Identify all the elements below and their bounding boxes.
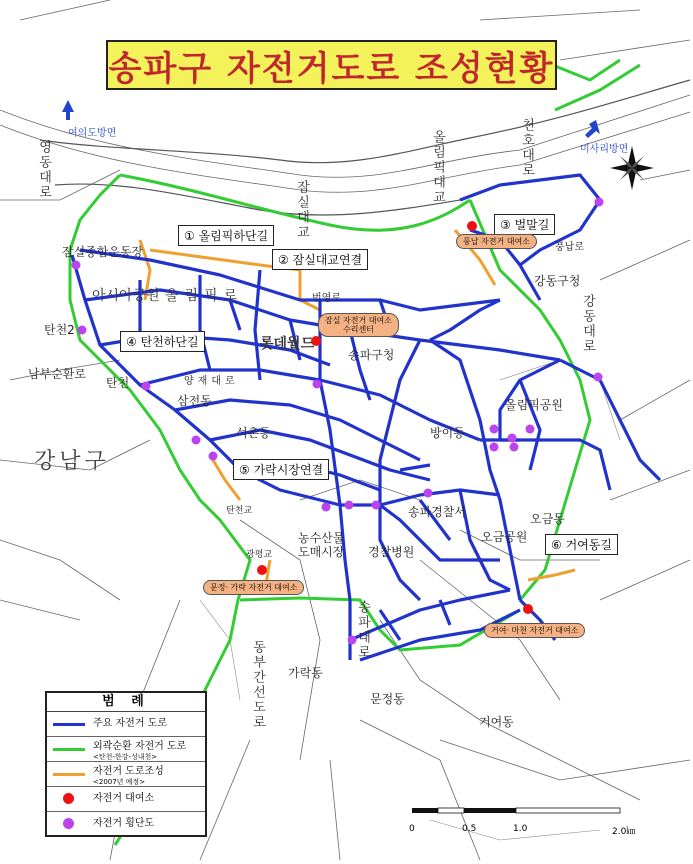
scale-tick-2: 1.0 [513, 824, 528, 834]
direction-misari: 미사리방면 [580, 144, 629, 155]
crossing-point [510, 443, 519, 452]
crossing-point [72, 261, 81, 270]
label-garak-market: 농수산물 도매시장 [298, 531, 345, 559]
crossing-point [595, 198, 604, 207]
direction-yeouido: 여의도방면 [68, 128, 117, 139]
legend-line-icon [53, 748, 85, 751]
crossing-point [78, 326, 87, 335]
label-lotte-world: 롯데월드 [260, 336, 315, 352]
legend-label [93, 766, 164, 788]
scale-tick-1: 0.5 [462, 824, 477, 834]
label-olympic-park: 올림픽공원 [505, 398, 563, 412]
crossing-point [490, 425, 499, 434]
crossing-point [490, 443, 499, 452]
label-songpa-police: 송파경찰서 [408, 505, 466, 519]
legend-label [93, 741, 186, 763]
label-samjeon: 삼전동 [177, 394, 212, 408]
legend-sublabel: <2007년 예정> [93, 778, 146, 786]
section-3: ③ 벌말길 [494, 214, 555, 235]
section-6: ⑥ 거여동길 [545, 534, 618, 555]
label-jamsil-bridge: 잠실대교 [294, 180, 309, 240]
legend-line-icon [53, 773, 85, 776]
crossing-point [372, 501, 381, 510]
crossing-point [508, 434, 517, 443]
label-songpa-office: 송파구청 [348, 348, 395, 362]
label-gangnam: 강남구 [34, 449, 110, 474]
legend-label: 자전거 대여소 [93, 793, 155, 804]
label-ogeum-park: 오금공원 [481, 530, 528, 544]
rental-label-munjeong: 문정· 가락 자전거 대여소 [203, 580, 304, 595]
label-asian-park: 아시아공원 [92, 288, 160, 304]
section-2: ② 잠실대교연결 [272, 249, 368, 270]
crossing-point [594, 373, 603, 382]
rental-label-pungnap: 풍납 자전거 대여소 [456, 234, 537, 249]
rental-label-geoyeo: 거여· 마천 자전거 대여소 [484, 623, 585, 638]
section-4: ④ 탄천하단길 [120, 331, 205, 352]
label-gwangpyeong-bridge: 광평교 [246, 550, 273, 560]
label-yangjae-daero: 양재대로 [184, 376, 239, 387]
legend-label-text: 자전거 도로조성 [93, 766, 164, 777]
label-tancheon2: 탄천2 [44, 323, 75, 337]
scale-tick-3: 2.0㎞ [612, 827, 636, 837]
legend-label: 주요 자전거 도로 [93, 718, 167, 729]
rental-label-jamsil: 잠실 자전거 대여소 수리센터 [318, 313, 399, 337]
map-title [106, 40, 557, 90]
label-seokchon: 석촌동 [236, 426, 271, 440]
label-cheonho-road: 천호대로 [519, 118, 534, 178]
legend-label-text: 외곽순환 자전거 도로 [93, 741, 187, 752]
rental-point [467, 221, 477, 231]
crossing-point [322, 503, 331, 512]
label-bangi: 방이동 [430, 426, 465, 440]
label-yeongdong-daero: 영동대로 [36, 140, 51, 200]
label-dongbu-gansunro: 동부간선도로 [250, 640, 265, 730]
label-pungnap-road: 풍납로 [555, 242, 584, 253]
scale-tick-0: 0 [409, 824, 415, 834]
legend-dot-icon [63, 818, 74, 829]
legend-line-icon [53, 723, 85, 726]
section-5: ⑤ 가락시장연결 [233, 459, 329, 480]
label-geoyeo: 거여동 [479, 715, 514, 729]
label-nambu-ring: 남부순환로 [28, 367, 86, 381]
label-beonyeongro: 번영로 [312, 293, 341, 304]
crossing-point [209, 452, 218, 461]
legend-item-main-road [47, 712, 205, 737]
legend-item-rental [47, 787, 205, 812]
label-police-hospital: 경찰병원 [368, 545, 415, 559]
arrow-up-icon [62, 100, 74, 120]
crossing-point [526, 425, 535, 434]
section-1: ① 올림픽하단길 [178, 225, 274, 246]
label-gangdong-daero: 강동대로 [580, 294, 595, 354]
legend-title: 범 례 [47, 693, 205, 712]
crossing-point [424, 489, 433, 498]
legend-item-planned-road [47, 762, 205, 787]
legend [45, 691, 207, 837]
label-tancheon: 탄천 [106, 376, 130, 390]
crossing-point [192, 436, 201, 445]
legend-item-crossing [47, 812, 205, 836]
label-sports-complex: 잠실종합운동장 [62, 245, 144, 259]
label-gangdong-office: 강동구청 [534, 274, 581, 288]
label-ogeum: 오금동 [530, 512, 565, 526]
crossing-point [345, 501, 354, 510]
label-tancheon-bridge: 탄천교 [226, 506, 253, 516]
label-olympic-bridge: 올림픽대교 [430, 130, 445, 205]
label-munjeong: 문정동 [370, 692, 405, 706]
arrow-up-right-icon [585, 120, 600, 138]
rental-point [523, 604, 533, 614]
label-garak: 가락동 [288, 666, 323, 680]
crossing-point [313, 380, 322, 389]
legend-dot-icon [63, 793, 74, 804]
legend-label: 자전거 횡단도 [93, 818, 155, 829]
rental-point [257, 565, 267, 575]
legend-sublabel: <탄천-한강-성내천> [93, 753, 158, 761]
map-title-text: 송파구 자전거도로 조성현황 [108, 48, 555, 89]
label-olympic-road: 올림픽로 [165, 288, 244, 304]
label-songpa-daero: 송파대로 [355, 600, 370, 660]
crossing-point [142, 382, 151, 391]
legend-item-ring-road [47, 737, 205, 762]
scale-bar [412, 804, 632, 824]
